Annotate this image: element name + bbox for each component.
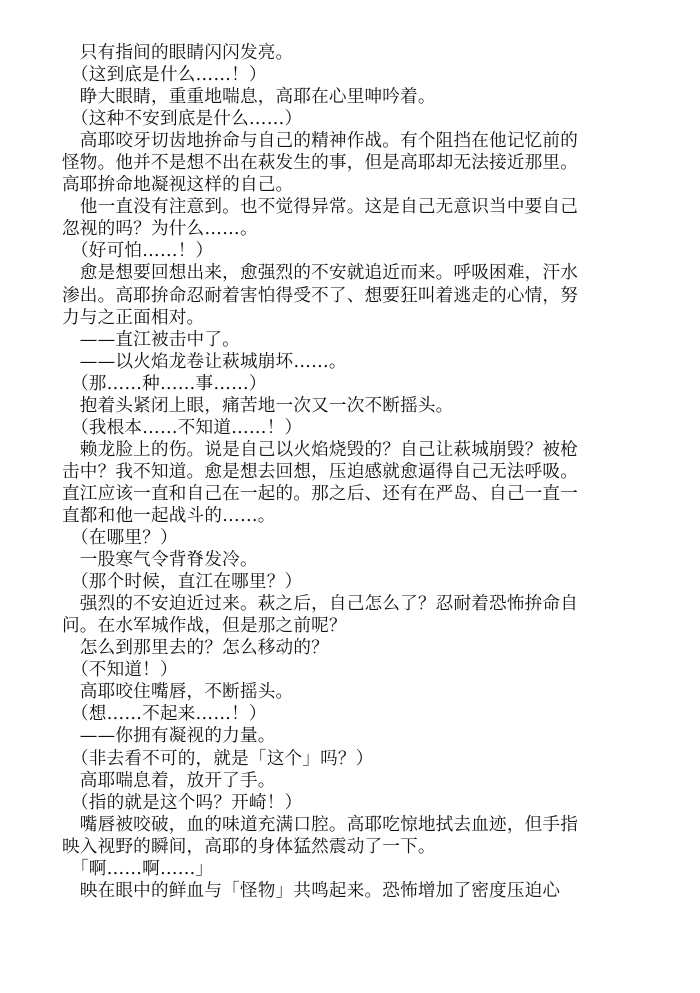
text-line: （这种不安到底是什么……） xyxy=(62,109,303,130)
text-line: （好可怕……！） xyxy=(62,241,214,262)
text-line: 抱着头紧闭上眼，痛苦地一次又一次不断摇头。 xyxy=(62,395,454,416)
text-line: 渗出。高耶拚命忍耐着害怕得受不了、想要狂叫着逃走的心情，努 xyxy=(62,285,579,306)
text-line: ——你拥有凝视的力量。 xyxy=(62,726,276,747)
text-line: 一股寒气令背脊发冷。 xyxy=(62,550,258,571)
text-line: 怎么到那里去的？怎么移动的？ xyxy=(62,638,329,659)
text-line: 高耶咬住嘴唇，不断摇头。 xyxy=(62,682,294,703)
text-line: ——以火焰龙卷让萩城崩坏……。 xyxy=(62,351,347,372)
text-line: 击中？我不知道。愈是想去回想，压迫感就愈逼得自己无法呼吸。 xyxy=(62,461,579,482)
text-line: 赖龙脸上的伤。说是自己以火焰烧毁的？自己让萩城崩毁？被枪 xyxy=(62,439,579,460)
text-line: 直都和他一起战斗的……。 xyxy=(62,505,276,526)
text-line: 直江应该一直和自己在一起的。那之后、还有在严岛、自己一直一 xyxy=(62,483,579,504)
text-line: （在哪里？） xyxy=(62,528,178,549)
text-line: 睁大眼睛，重重地喘息，高耶在心里呻吟着。 xyxy=(62,87,436,108)
text-line: 问。在水军城作战，但是那之前呢？ xyxy=(62,616,347,637)
text-line: （想……不起来……！） xyxy=(62,704,267,725)
novel-page xyxy=(62,42,638,902)
text-line: 映入视野的瞬间，高耶的身体猛然震动了一下。 xyxy=(62,836,436,857)
text-line: （我根本……不知道……！） xyxy=(62,417,303,438)
text-line: 映在眼中的鲜血与「怪物」共鸣起来。恐怖增加了密度压迫心 xyxy=(62,880,561,901)
text-line: （指的就是这个吗？开崎！） xyxy=(62,792,303,813)
text-line: 嘴唇被咬破，血的味道充满口腔。高耶吃惊地拭去血迹，但手指 xyxy=(62,814,579,835)
text-line: 高耶咬牙切齿地拚命与自己的精神作战。有个阻挡在他记忆前的 xyxy=(62,131,579,152)
text-line: 高耶拚命地凝视这样的自己。 xyxy=(62,175,294,196)
text-line: 力与之正面相对。 xyxy=(62,307,205,328)
text-line: 高耶喘息着，放开了手。 xyxy=(62,770,276,791)
text-line: （那……种……事……） xyxy=(62,373,267,394)
text-line: ——直江被击中了。 xyxy=(62,329,240,350)
text-line: 强烈的不安迫近过来。萩之后，自己怎么了？忍耐着恐怖拚命自 xyxy=(62,594,579,615)
text-line: （这到底是什么……！） xyxy=(62,65,267,86)
text-line: 愈是想要回想出来，愈强烈的不安就追近而来。呼吸困难，汗水 xyxy=(62,263,579,284)
text-line: 他一直没有注意到。也不觉得异常。这是自己无意识当中要自己 xyxy=(62,197,579,218)
text-line: （不知道！） xyxy=(62,660,178,681)
text-line: 「啊……啊……」 xyxy=(62,858,214,879)
text-line: （那个时候，直江在哪里？） xyxy=(62,572,303,593)
text-line: 只有指间的眼睛闪闪发亮。 xyxy=(62,43,294,63)
text-line: （非去看不可的，就是「这个」吗？） xyxy=(62,748,374,769)
text-line: 忽视的吗？为什么……。 xyxy=(62,219,258,240)
text-line: 怪物。他并不是想不出在萩发生的事，但是高耶却无法接近那里。 xyxy=(62,153,579,174)
